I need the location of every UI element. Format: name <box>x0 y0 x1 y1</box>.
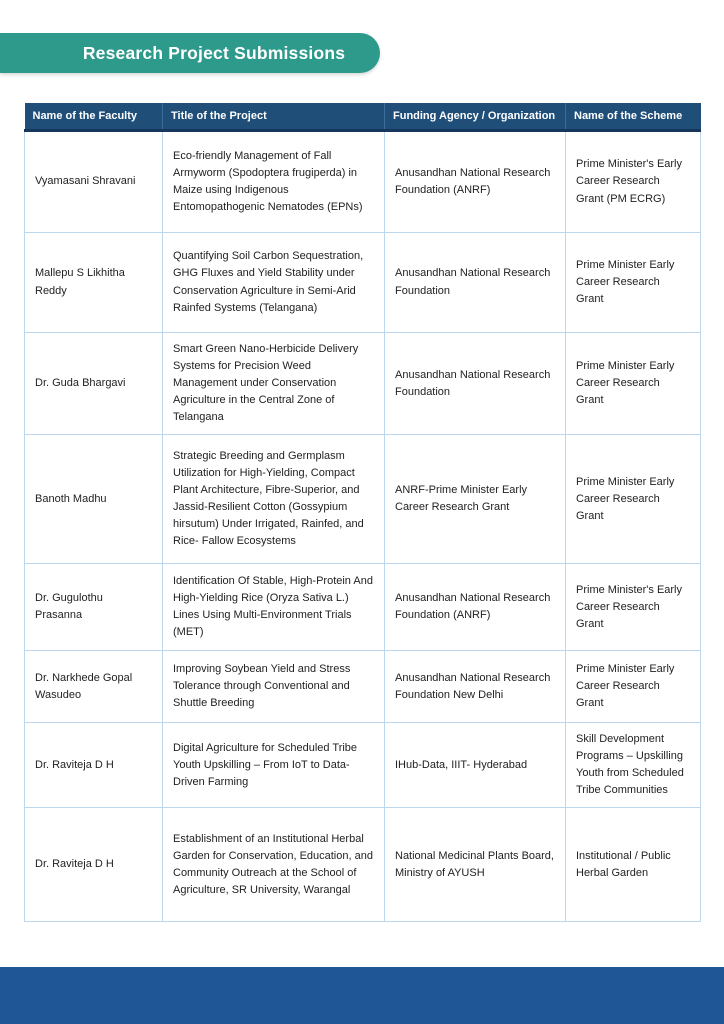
column-header-title: Title of the Project <box>163 103 385 131</box>
table-body <box>25 131 701 922</box>
table-row <box>25 651 701 723</box>
column-header-faculty: Name of the Faculty <box>25 103 163 131</box>
table-row <box>25 435 701 564</box>
table-row <box>25 723 701 808</box>
footer-bar <box>0 967 724 1024</box>
cell-faculty: Dr. Guda Bhargavi <box>25 333 163 435</box>
projects-table <box>24 103 701 922</box>
table-header <box>25 103 701 131</box>
cell-scheme: Prime Minister Early Career Research Grant <box>566 233 701 333</box>
cell-title: Establishment of an Institutional Herbal Garden for Conservation, Education, and Community Outreach at the School of Agriculture, SR University, Warangal <box>163 808 385 922</box>
cell-funding: Anusandhan National Research Foundation (ANRF) <box>385 564 566 651</box>
cell-title: Quantifying Soil Carbon Sequestration, GHG Fluxes and Yield Stability under Conservation Agriculture in Semi-Arid Rainfed Systems (Telangana) <box>163 233 385 333</box>
cell-title: Smart Green Nano-Herbicide Delivery Systems for Precision Weed Management under Conservation Agriculture in the Central Zone of Telangana <box>163 333 385 435</box>
cell-scheme: Prime Minister's Early Career Research Grant <box>566 564 701 651</box>
cell-title: Identification Of Stable, High-Protein And High-Yielding Rice (Oryza Sativa L.) Lines Using Multi-Environment Trials (MET) <box>163 564 385 651</box>
cell-faculty: Vyamasani Shravani <box>25 131 163 233</box>
cell-scheme: Prime Minister Early Career Research Grant <box>566 435 701 564</box>
cell-faculty: Banoth Madhu <box>25 435 163 564</box>
table-row <box>25 333 701 435</box>
cell-funding: ANRF-Prime Minister Early Career Research Grant <box>385 435 566 564</box>
table-row <box>25 808 701 922</box>
cell-scheme: Prime Minister Early Career Research Grant <box>566 333 701 435</box>
cell-faculty: Dr. Gugulothu Prasanna <box>25 564 163 651</box>
table-row <box>25 564 701 651</box>
cell-funding: Anusandhan National Research Foundation (ANRF) <box>385 131 566 233</box>
column-header-scheme: Name of the Scheme <box>566 103 701 131</box>
cell-funding: Anusandhan National Research Foundation <box>385 333 566 435</box>
cell-faculty: Mallepu S Likhitha Reddy <box>25 233 163 333</box>
cell-faculty: Dr. Raviteja D H <box>25 723 163 808</box>
cell-scheme: Institutional / Public Herbal Garden <box>566 808 701 922</box>
cell-funding: IHub-Data, IIIT- Hyderabad <box>385 723 566 808</box>
cell-funding: Anusandhan National Research Foundation New Delhi <box>385 651 566 723</box>
page-title: Research Project Submissions <box>82 42 346 63</box>
table-row <box>25 131 701 233</box>
cell-funding: Anusandhan National Research Foundation <box>385 233 566 333</box>
cell-title: Strategic Breeding and Germplasm Utilization for High-Yielding, Compact Plant Architecture, Fibre-Superior, and Jassid-Resilient Cotton (Gossypium hirsutum) Under Irrigated, Rainfed, and Rice- Fallow Ecosystems <box>163 435 385 564</box>
cell-faculty: Dr. Raviteja D H <box>25 808 163 922</box>
title-banner <box>0 33 380 73</box>
projects-table-container <box>24 103 700 922</box>
column-header-funding: Funding Agency / Organization <box>385 103 566 131</box>
cell-funding: National Medicinal Plants Board, Ministry of AYUSH <box>385 808 566 922</box>
cell-scheme: Prime Minister's Early Career Research Grant (PM ECRG) <box>566 131 701 233</box>
cell-faculty: Dr. Narkhede Gopal Wasudeo <box>25 651 163 723</box>
cell-title: Improving Soybean Yield and Stress Tolerance through Conventional and Shuttle Breeding <box>163 651 385 723</box>
cell-title: Digital Agriculture for Scheduled Tribe Youth Upskilling – From IoT to Data-Driven Farming <box>163 723 385 808</box>
table-row <box>25 233 701 333</box>
cell-scheme: Skill Development Programs – Upskilling Youth from Scheduled Tribe Communities <box>566 723 701 808</box>
cell-title: Eco-friendly Management of Fall Armyworm (Spodoptera frugiperda) in Maize using Indigenous Entomopathogenic Nematodes (EPNs) <box>163 131 385 233</box>
cell-scheme: Prime Minister Early Career Research Grant <box>566 651 701 723</box>
